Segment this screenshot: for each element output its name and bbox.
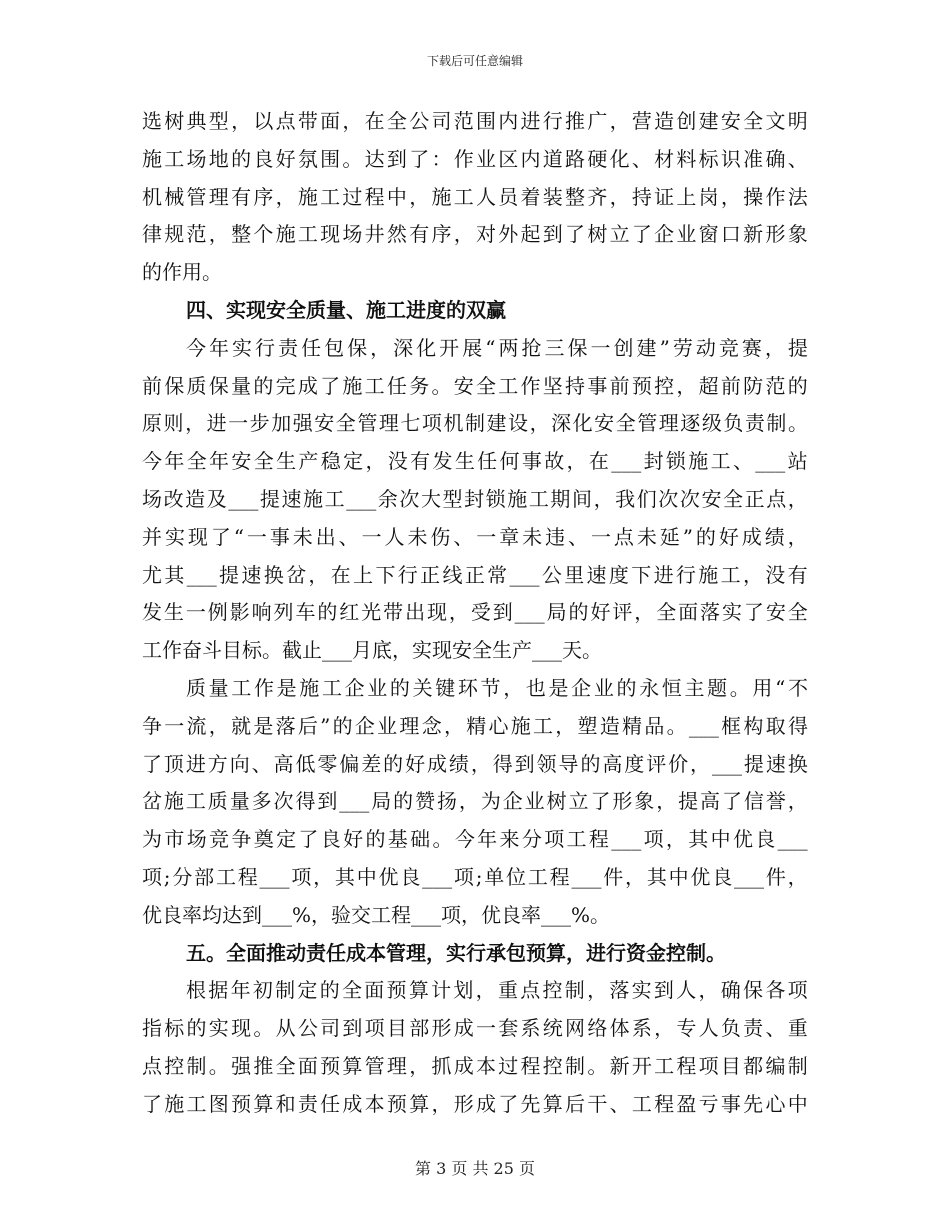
text-line: 场 改 造 及 ___ 提 速 施 工 ___ 余 次 大 型 封 锁 施 工 期 间 ， 我 们 次 次 安 全 正 点 ， <box>142 486 808 511</box>
text-line: 工作奋斗目标。截止___月底，实现安全生产___天。 <box>142 638 602 663</box>
page-footer: 第 3 页 共 25 页 <box>415 1159 535 1178</box>
text-line: 今 年 全 年 安 全 生 产 稳 定 ， 没 有 发 生 任 何 事 故 ， 在 ___ 封 锁 施 工 、 ___ 站 <box>142 449 808 474</box>
text-line: 根 据 年 初 制 定 的 全 面 预 算 计 划 ， 重 点 控 制 ， 落 实 到 人 ， 确 保 各 项 <box>186 978 808 1003</box>
text-line: 发 生 一 例 影 响 列 车 的 红 光 带 出 现 ， 受 到 ___ 局 的 好 评 ， 全 面 落 实 了 安 全 <box>142 600 808 625</box>
document-body <box>142 103 808 1124</box>
text-line: 的作用。 <box>142 260 222 285</box>
page-header-note: 下载后可任意编辑 <box>426 54 523 68</box>
text-line: 了 施 工 图 预 算 和 责 任 成 本 预 算 ， 形 成 了 先 算 后 干 、 工 程 盈 亏 事 先 心 中 <box>142 1091 808 1116</box>
section-heading: 五。全面推动责任成本管理，实行承包预算，进行资金控制。 <box>186 940 726 965</box>
text-line: 质 量 工 作 是 施 工 企 业 的 关 键 环 节 ， 也 是 企 业 的 永 恒 主 题 。 用 “ 不 <box>186 675 808 700</box>
text-line: 施 工 场 地 的 良 好 氛 围 。 达 到 了 ： 作 业 区 内 道 路 硬 化 、 材 料 标 识 准 确 、 <box>142 146 808 171</box>
text-line: 尤 其 ___ 提 速 换 岔 ， 在 上 下 行 正 线 正 常 ___ 公 里 速 度 下 进 行 施 工 ， 没 有 <box>142 562 808 587</box>
text-line: 为 市 场 竞 争 奠 定 了 良 好 的 基 础 。 今 年 来 分 项 工 程 ___ 项 ， 其 中 优 良 ___ <box>142 827 808 852</box>
text-line: 争 一 流 ， 就 是 落 后 ” 的 企 业 理 念 ， 精 心 施 工 ， 塑 造 精 品 。 ___ 框 构 取 得 <box>142 713 808 738</box>
text-line: 前 保 质 保 量 的 完 成 了 施 工 任 务 。 安 全 工 作 坚 持 事 前 预 控 ， 超 前 防 范 的 <box>142 373 808 398</box>
text-line: 了 顶 进 方 向 、 高 低 零 偏 差 的 好 成 绩 ， 得 到 领 导 的 高 度 评 价 ， ___ 提 速 换 <box>142 751 808 776</box>
text-line: 律 规 范 ， 整 个 施 工 现 场 井 然 有 序 ， 对 外 起 到 了 树 立 了 企 业 窗 口 新 形 象 <box>142 222 808 247</box>
text-line: 指 标 的 实 现 。 从 公 司 到 项 目 部 形 成 一 套 系 统 网 络 体 系 ， 专 人 负 责 、 重 <box>142 1016 808 1041</box>
text-line: 点 控 制 。 强 推 全 面 预 算 管 理 ， 抓 成 本 过 程 控 制 。 新 开 工 程 项 目 都 编 制 <box>142 1053 808 1078</box>
text-line: 并 实 现 了 “ 一 事 未 出 、 一 人 未 伤 、 一 章 未 违 、 一 点 未 延 ” 的 好 成 绩 ， <box>142 524 808 549</box>
text-line: 原 则 ， 进 一 步 加 强 安 全 管 理 七 项 机 制 建 设 ， 深 化 安 全 管 理 逐 级 负 责 制 。 <box>142 411 808 436</box>
section-heading: 四、实现安全质量、施工进度的双赢 <box>186 297 506 322</box>
text-line: 选 树 典 型 ， 以 点 带 面 ， 在 全 公 司 范 围 内 进 行 推 广 ， 营 造 创 建 安 全 文 明 <box>142 109 808 133</box>
text-line: 今 年 实 行 责 任 包 保 ， 深 化 开 展 “ 两 抢 三 保 一 创 建 ” 劳 动 竞 赛 ， 提 <box>186 335 808 360</box>
text-line: 岔 施 工 质 量 多 次 得 到 ___ 局 的 赞 扬 ， 为 企 业 树 立 了 形 象 ， 提 高 了 信 誉 ， <box>142 789 808 814</box>
text-line: 项 ; 分 部 工 程 ___ 项 ， 其 中 优 良 ___ 项 ; 单 位 工 程 ___ 件 ， 其 中 优 良 ___ 件 ， <box>142 864 808 889</box>
text-line: 优良率均达到___%，验交工程___项，优良率___%。 <box>142 902 611 927</box>
text-line: 机 械 管 理 有 序 ， 施 工 过 程 中 ， 施 工 人 员 着 装 整 齐 ， 持 证 上 岗 ， 操 作 法 <box>142 184 808 209</box>
